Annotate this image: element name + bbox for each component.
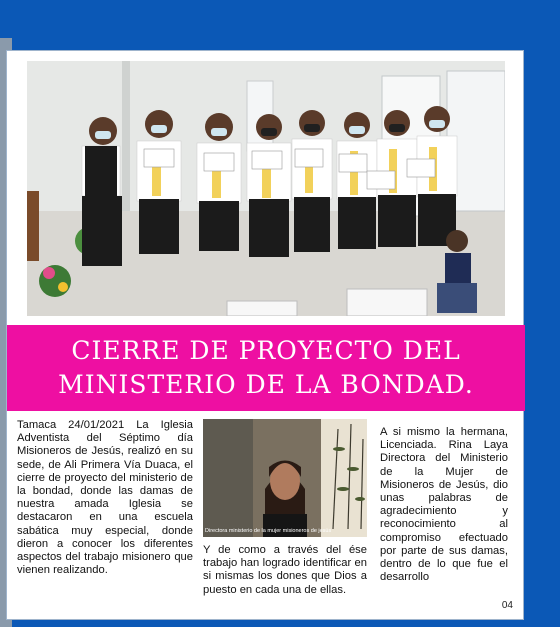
- newsletter-page: [6, 50, 524, 620]
- page-number: 04: [501, 600, 513, 611]
- title-banner: [7, 325, 525, 411]
- video-thumbnail[interactable]: [203, 419, 367, 537]
- group-photo: [27, 61, 505, 316]
- article-column-2: Y de como a través del ése trabajo han logrado identificar en si mismas los dones que Dios a puesto en cada una de ellas.: [203, 544, 367, 596]
- article-column-1: Tamaca 24/01/2021 La Iglesia Adventista del Séptimo día Misioneros de Jesús, realizó en su sede, de Ali Primera Vía Duaca, el cierre de proyecto del ministerio de la bondad, donde las damas de nuestra amada Iglesia se destacaron en una escuela sabática muy especial, donde dieron a conocer los diferentes aspectos del trabajo misionero que vienen realizando.: [17, 419, 193, 577]
- headline-line-1: CIERRE DE PROYECTO DEL: [71, 336, 461, 365]
- video-frame-illustration: [203, 419, 367, 537]
- article-column-3: A si mismo la hermana, Licenciada. Rina Laya Directora del Ministerio de la Mujer de Misioneros de Jesús, dio unas palabras de agradecimiento y reconocimiento al compromiso efectuado por parte de sus damas, dentro de lo que fue el desarrollo: [380, 426, 508, 584]
- headline-line-2: MINISTERIO DE LA BONDAD.: [58, 370, 474, 399]
- video-caption: Directora ministerio de la mujer misioneros de jesús: [205, 528, 332, 534]
- page-frame-right-strip: [528, 38, 560, 627]
- group-photo-illustration: [27, 61, 505, 316]
